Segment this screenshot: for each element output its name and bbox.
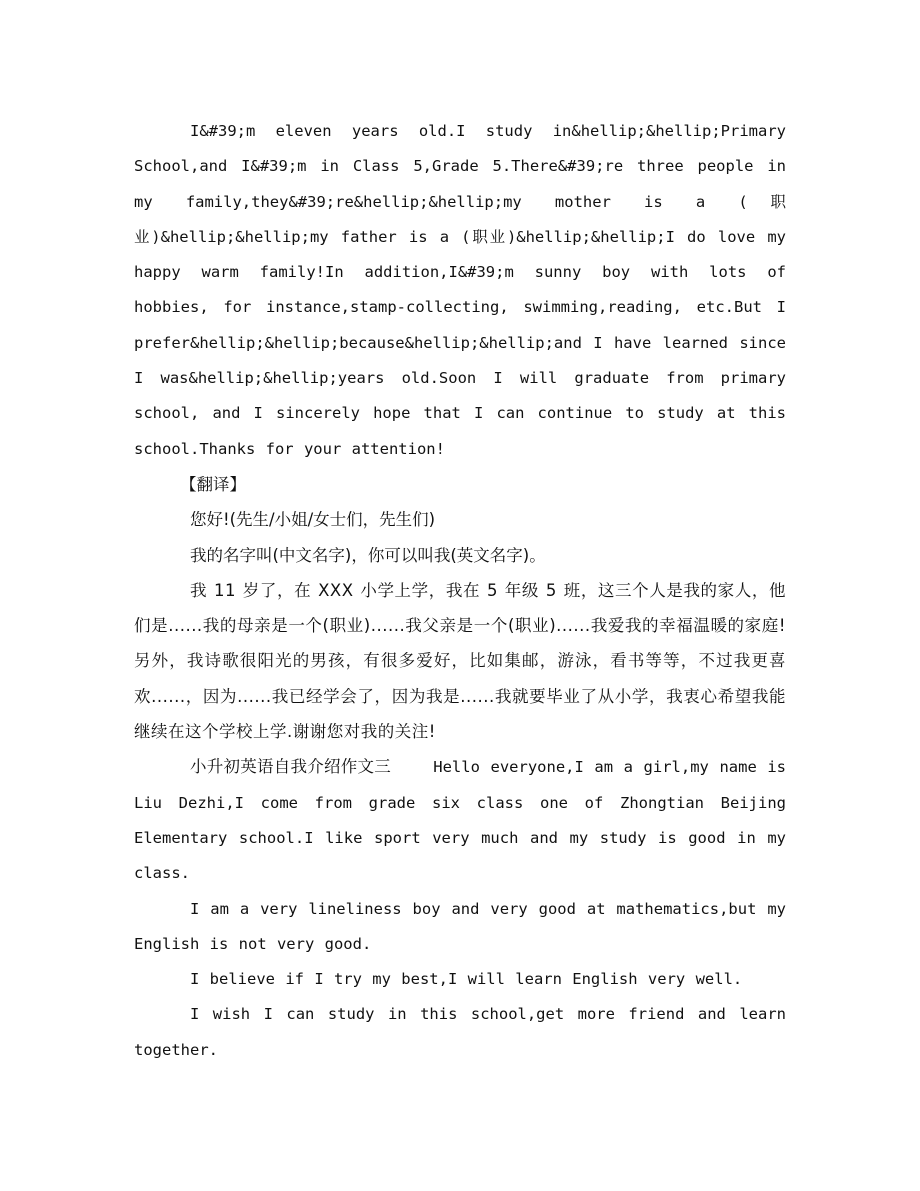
translation-heading: 【翻译】 xyxy=(180,474,246,494)
essay-three-paragraph-1: Hello everyone,I am a girl,my name is Liu Dezhi,I come from grade six class one of Zhongtian Beijing Elementary school.I like sport very much and my study is good in my class. xyxy=(134,758,787,883)
name-line: 我的名字叫(中文名字)，你可以叫我(英文名字)。 xyxy=(190,545,546,565)
intro-paragraph: I&#39;m eleven years old.I study in&hellip;&hellip;Primary School,and I&#39;m in Class 5,Grade 5.There&#39;re three people in my family,they&#39;re&hellip;&hellip;my mother is a (职业)&hellip;&hellip;my father is a (职业)&hellip;&hellip;I do love my happy warm family!In addition,I&#39;m sunny boy with lots of hobbies, for instance,stamp-collecting, swimming,reading, etc.But I prefer&hellip;&hellip;because&hellip;&hellip;and I have learned since I was&hellip;&hellip;years old.Soon I will graduate from primary school, and I sincerely hope that I can continue to study at this school.Thanks for your attention! xyxy=(134,122,786,458)
document-page xyxy=(134,114,786,1068)
greeting-line: 您好!(先生/小姐/女士们，先生们) xyxy=(190,510,436,530)
essay-three-paragraph-3: I believe if I try my best,I will learn English very well. xyxy=(190,970,743,989)
essay-three-intro-paragraph xyxy=(134,749,786,891)
essay-three-paragraph-2: I am a very lineliness boy and very good at mathematics,but my English is not very good. xyxy=(134,899,786,953)
essay-three-title: 小升初英语自我介绍作文三 xyxy=(190,757,391,777)
translation-paragraph: 我 11 岁了，在 XXX 小学上学，我在 5 年级 5 班，这三个人是我的家人，他们是......我的母亲是一个(职业)......我父亲是一个(职业)......我爱我的幸福温暖的家庭!另外，我诗歌很阳光的男孩，有很多爱好，比如集邮，游泳，看书等等，不过我更喜欢......，因为......我已经学会了，因为我是......我就要毕业了从小学，我衷心希望我能继续在这个学校上学.谢谢您对我的关注! xyxy=(134,580,786,742)
essay-three-paragraph-4: I wish I can study in this school,get more friend and learn together. xyxy=(134,1005,786,1059)
